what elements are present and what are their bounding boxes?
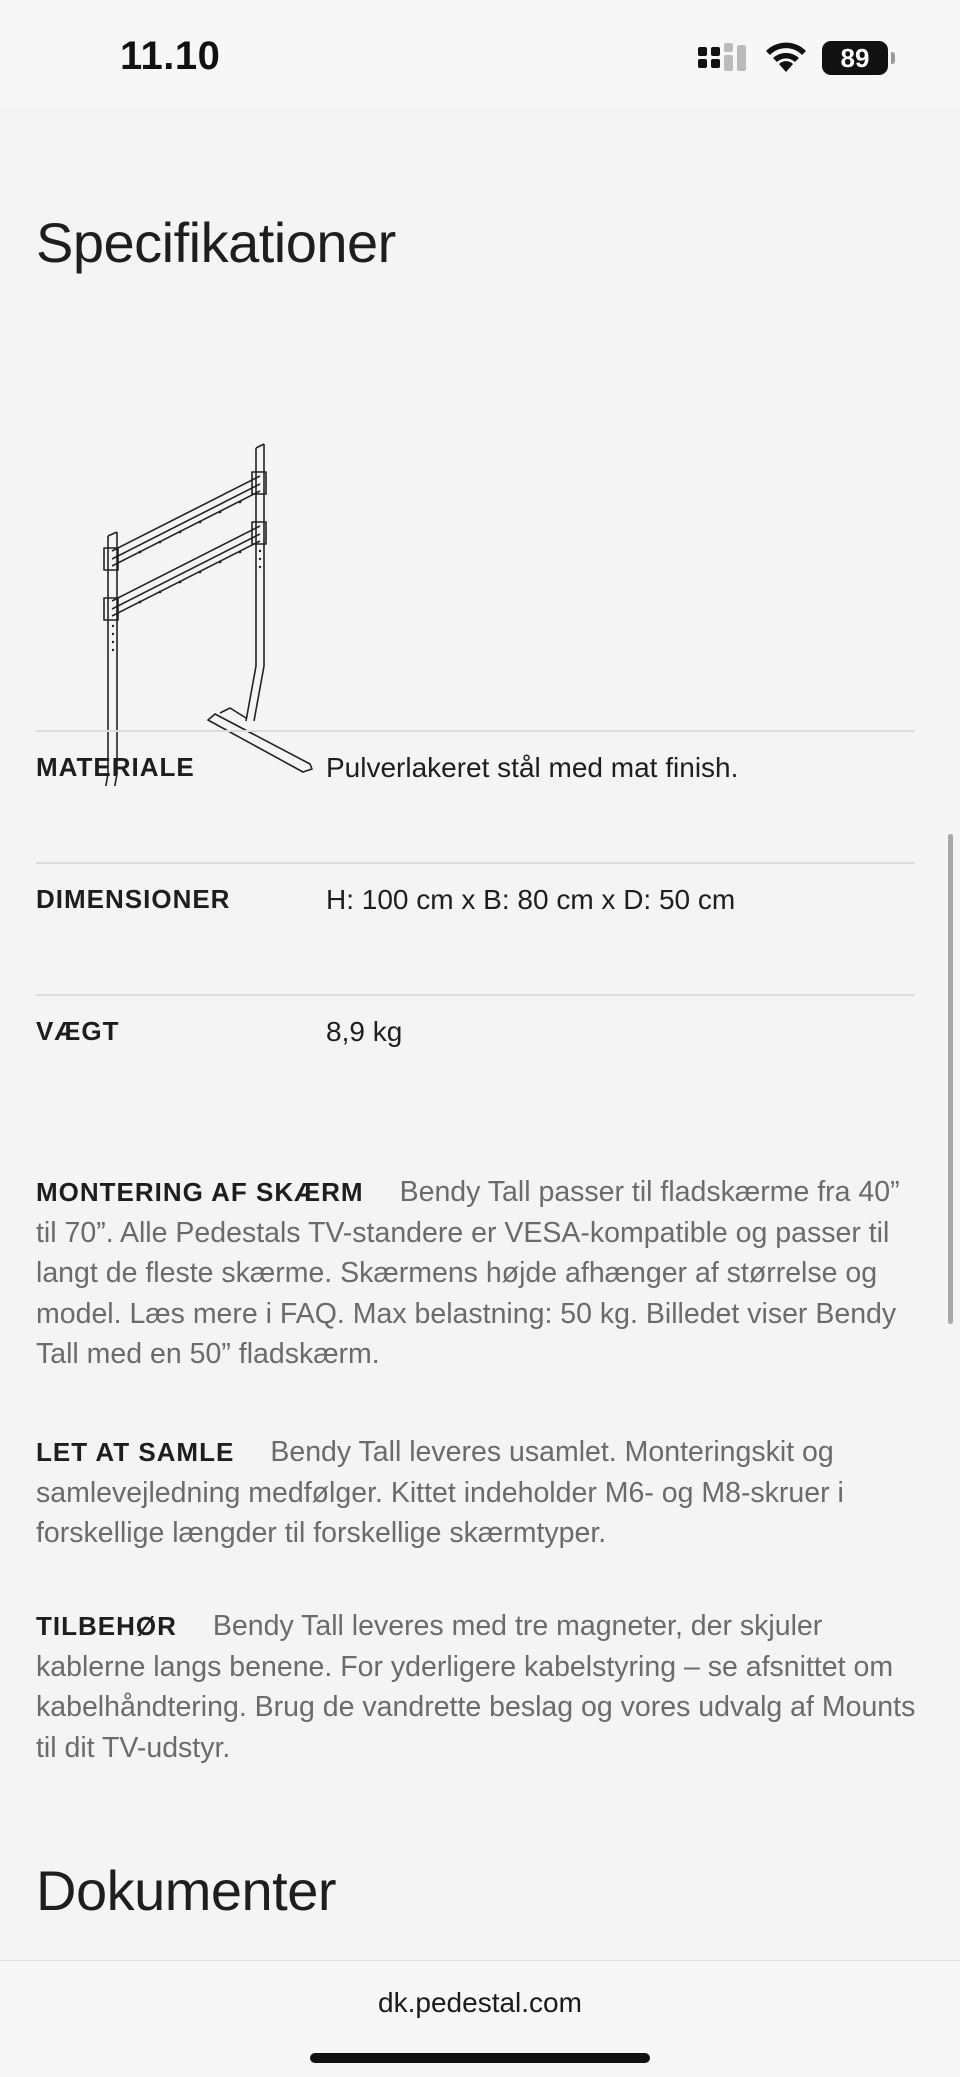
documents-title: Dokumenter: [36, 1859, 337, 1922]
description-accessories: [36, 1606, 916, 1768]
cellular-signal-icon: [698, 41, 750, 75]
specifications-title: Specifikationer: [36, 211, 396, 274]
status-bar: [0, 0, 960, 106]
spec-row-dimensions: [36, 862, 915, 994]
description-assembly: [36, 1432, 916, 1554]
description-mounting: [36, 1172, 916, 1375]
description-text: Bendy Tall leveres usamlet. Monteringskit og samlevejledning medfølger. Kittet indeholder M6- og M8-skruer i forskellige længder til forskellige skærmtyper.: [36, 1436, 844, 1549]
url-text[interactable]: dk.pedestal.com: [378, 1987, 582, 2018]
spec-value: 8,9 kg: [326, 1016, 403, 1047]
description-text: Bendy Tall leveres med tre magneter, der skjuler kablerne langs benene. For yderligere kabelstyring – se afsnittet om kabelhåndtering. Brug de vandrette beslag og vores udvalg af Mounts til dit TV-udstyr.: [36, 1610, 916, 1764]
description-heading: MONTERING AF SKÆRM: [36, 1177, 364, 1207]
spec-label: VÆGT: [36, 1016, 120, 1046]
home-indicator[interactable]: [310, 2053, 650, 2063]
spec-value: H: 100 cm x B: 80 cm x D: 50 cm: [326, 884, 736, 915]
status-time: 11.10: [120, 34, 221, 78]
wifi-icon: [764, 41, 808, 75]
description-heading: LET AT SAMLE: [36, 1437, 235, 1467]
battery-icon: [822, 41, 888, 75]
battery-level: 89: [840, 42, 870, 73]
spec-row-weight: [36, 994, 915, 1126]
spec-label: DIMENSIONER: [36, 884, 231, 914]
specifications-table: [36, 730, 915, 1126]
page-scrollbar[interactable]: [948, 834, 953, 1324]
spec-value: Pulverlakeret stål med mat finish.: [326, 752, 739, 783]
browser-address-bar[interactable]: [0, 1960, 960, 2077]
spec-row-material: [36, 730, 915, 862]
product-line-drawing: [60, 326, 330, 786]
description-heading: TILBEHØR: [36, 1611, 177, 1641]
status-icons: [698, 38, 888, 78]
description-text: Bendy Tall passer til fladskærme fra 40” til 70”. Alle Pedestals TV-standere er VESA-kompatible og passer til langt de fleste skærme. Skærmens højde afhænger af størrelse og model. Læs mere i FAQ. Max belastning: 50 kg. Billedet viser Bendy Tall med en 50” fladskærm.: [36, 1176, 900, 1370]
spec-label: MATERIALE: [36, 752, 195, 782]
